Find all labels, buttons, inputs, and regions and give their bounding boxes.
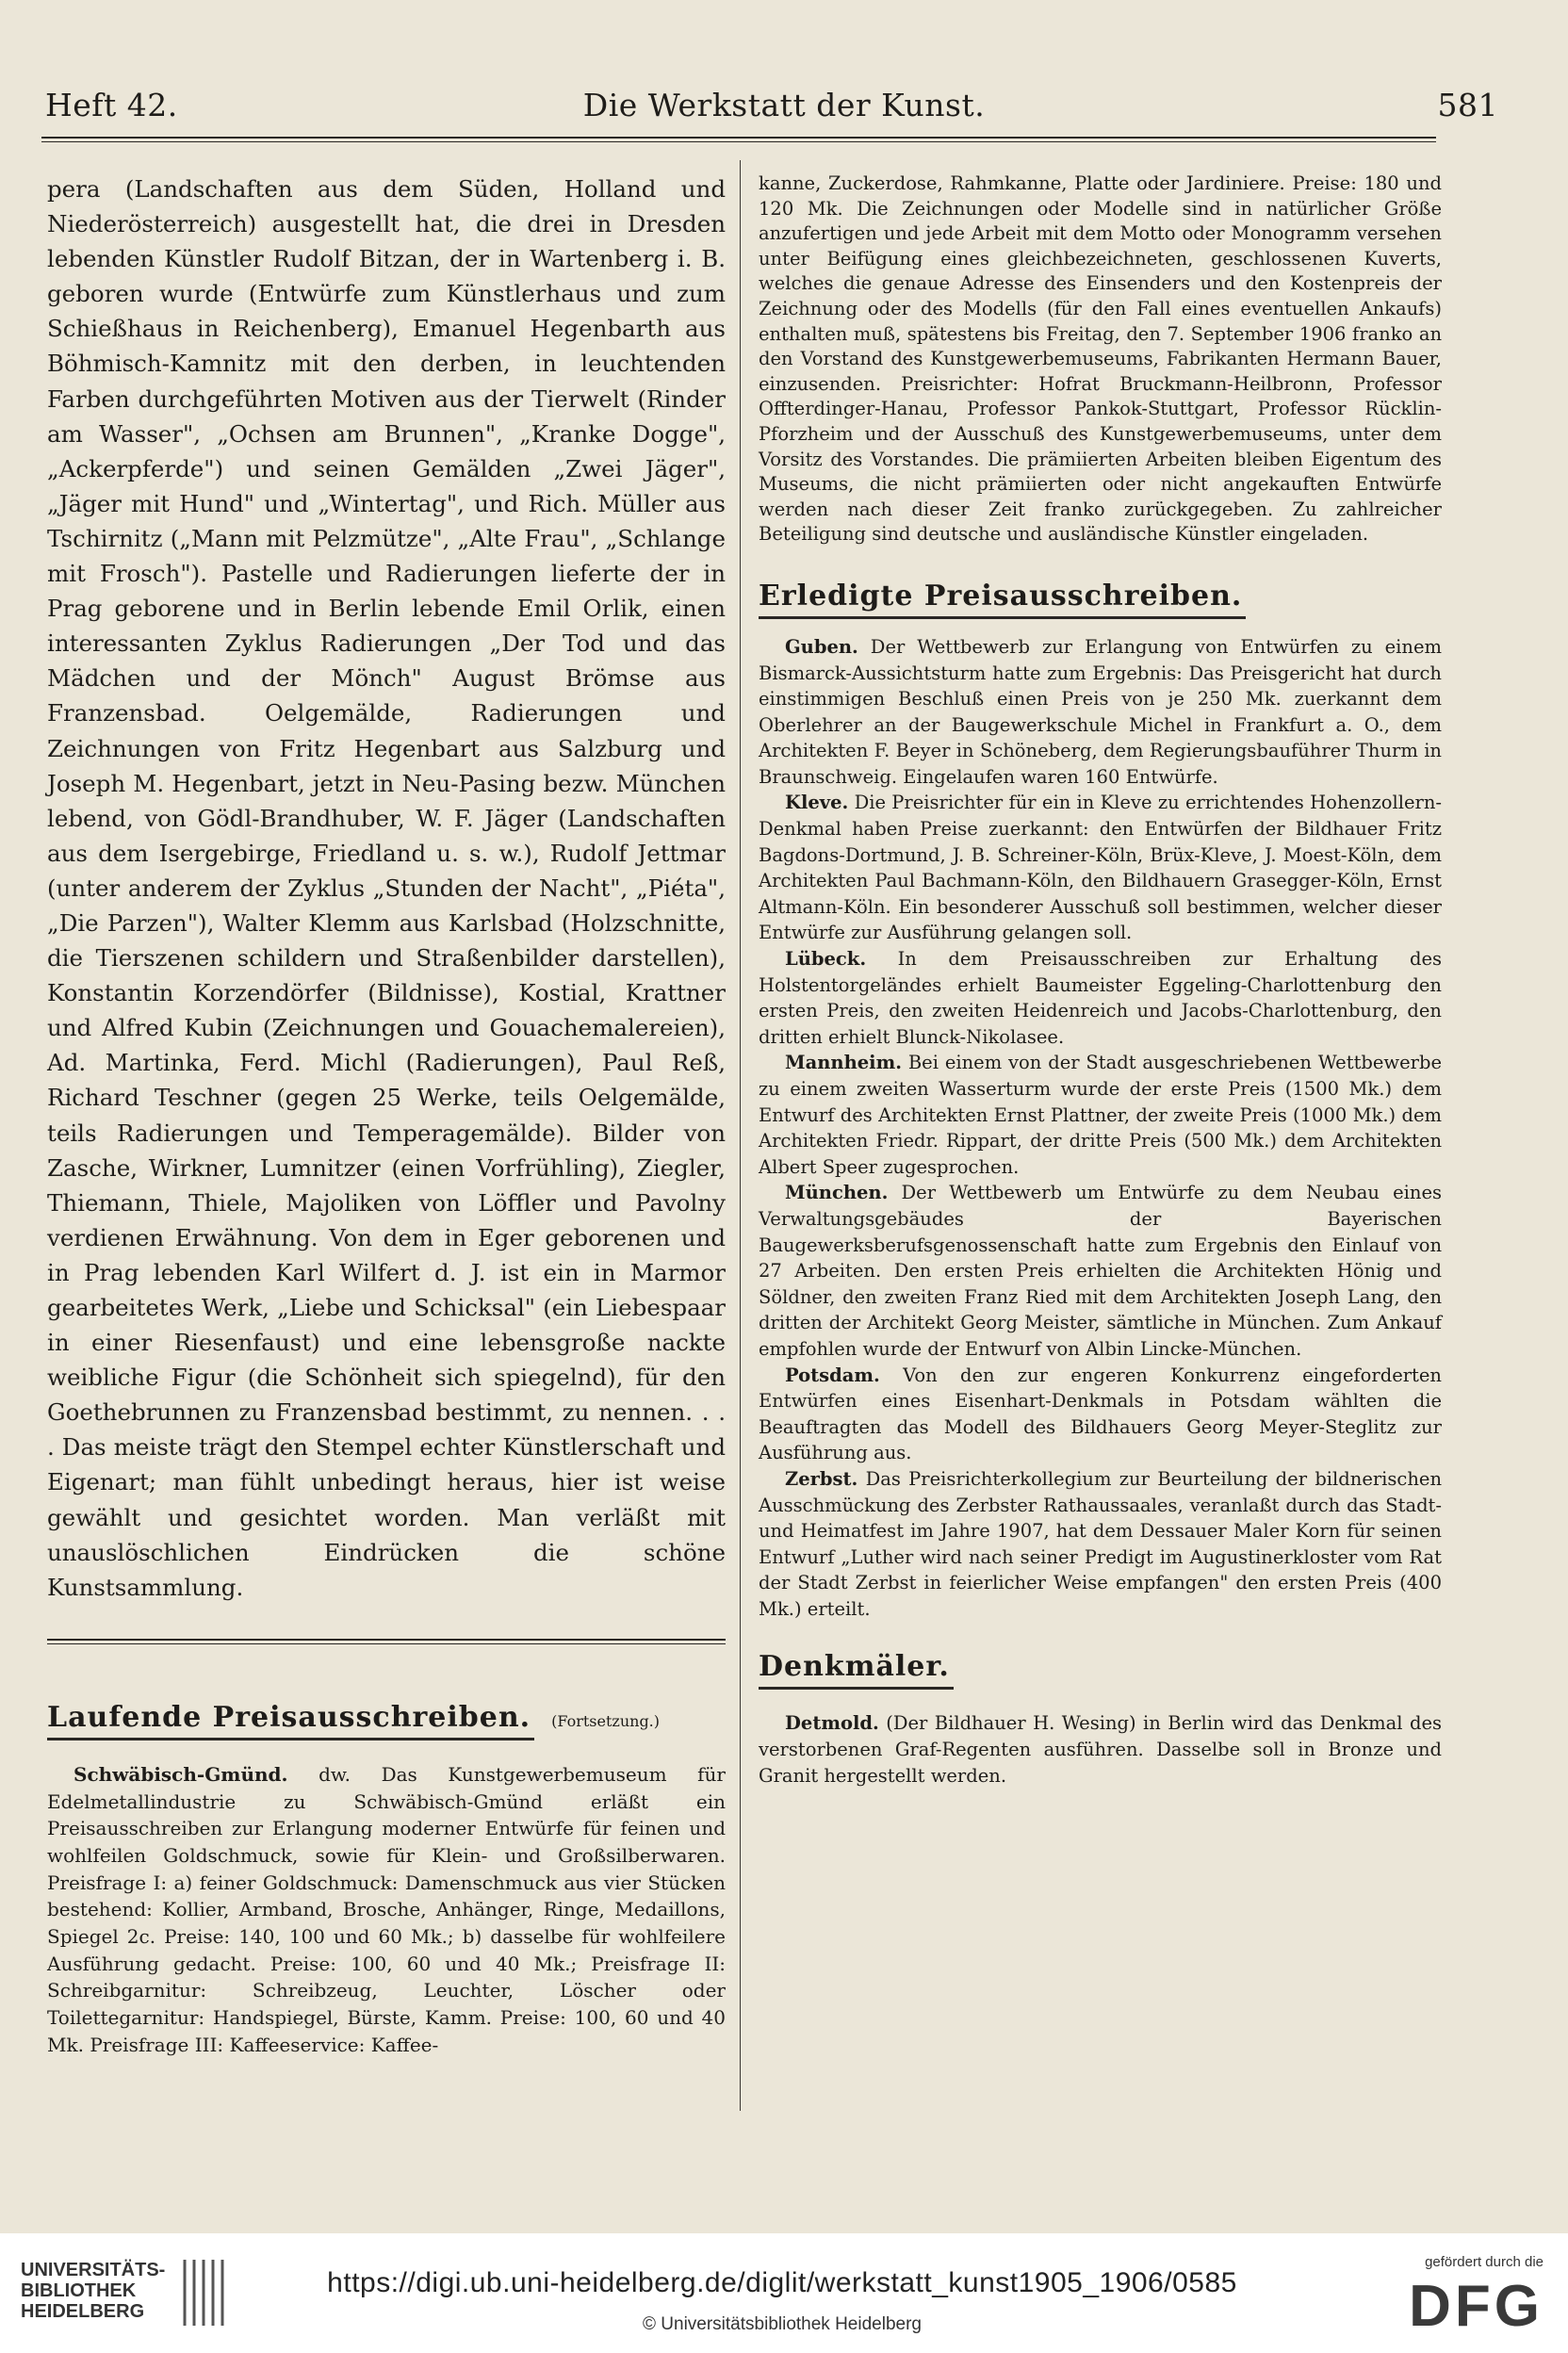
- column-divider: [740, 160, 741, 2111]
- library-name: UNIVERSITÄTS- BIBLIOTHEK HEIDELBERG: [21, 2260, 166, 2322]
- competition-result-entry: [759, 1466, 1442, 1623]
- competition-result-entry: [759, 1050, 1442, 1180]
- competition-result-entry: [759, 634, 1442, 791]
- monument-entry: [759, 1710, 1442, 1789]
- page-number: 581: [1437, 87, 1498, 123]
- entry-text: In dem Preisausschreiben zur Erhaltung des Holstentorgeländes erhielt Baumeister Eggeling-Charlottenburg den ersten Preis, den zweiten Heidenreich und Jacobs-Charlottenburg, den dritten erhielt Blunck-Nikolasee.: [759, 948, 1442, 1048]
- permalink-url[interactable]: https://digi.ub.uni-heidelberg.de/diglit/werkstatt_kunst1905_1906/0585: [327, 2267, 1237, 2298]
- competition-continuation: kanne, Zuckerdose, Rahmkanne, Platte oder Jardiniere. Preise: 180 und 120 Mk. Die Zeichnungen oder Modelle sind in natürlicher Größe anzufertigen und jede Arbeit mit dem Motto oder Monogramm versehen unter Beifügung eines gleichbezeichneten, geschlossenen Kuverts, welches die genaue Adresse des Einsenders und den Kostenpreis der Zeichnung oder des Modells (für den Fall eines eventuellen Ankaufs) enthalten muß, spätestens bis Freitag, den 7. September 1906 franko an den Vorstand des Kunstgewerbemuseums, Fabrikanten Hermann Bauer, einzusenden. Preisrichter: Hofrat Bruckmann-Heilbronn, Professor Offterdinger-Hanau, Professor Pankok-Stuttgart, Professor Rücklin-Pforzheim und der Ausschuß des Kunstgewerbemuseums, unter dem Vorsitz des Vorstandes. Die prämiierten Arbeiten bleiben Eigentum des Museums, die nicht prämiierten oder nicht angekauften Entwürfe werden nach dieser Zeit franko zurückgegeben. Zu zahlreicher Beteiligung sind deutsche und ausländische Künstler eingeladen.: [759, 172, 1442, 546]
- section-continued-note: (Fortsetzung.): [551, 1711, 661, 1730]
- monument-place: Detmold.: [785, 1712, 879, 1735]
- left-column: [47, 172, 726, 2059]
- entry-place: Lübeck.: [785, 948, 867, 971]
- entry-place: Guben.: [785, 635, 858, 658]
- competition-entry: [47, 1761, 726, 2059]
- competition-result-entry: [759, 1180, 1442, 1362]
- completed-entries: [759, 634, 1442, 1623]
- entry-place: Schwäbisch-Gmünd.: [74, 1762, 288, 1786]
- entry-place: Mannheim.: [785, 1052, 902, 1074]
- entry-place: Kleve.: [785, 792, 849, 814]
- digitization-footer: [0, 2233, 1568, 2353]
- library-logo-icon: [179, 2250, 236, 2335]
- competition-result-entry: [759, 1363, 1442, 1466]
- entry-text: Bei einem von der Stadt ausgeschriebenen Wettbewerbe zu einem zweiten Wasserturm wurde der erste Preis (1500 Mk.) dem Entwurf des Architekten Ernst Plattner, der zweite Preis (1000 Mk.) dem Architekten Friedr. Rippart, der dritte Preis (500 Mk.) dem Architekten Albert Speer zugesprochen.: [759, 1052, 1442, 1178]
- entry-text: Der Wettbewerb um Entwürfe zu dem Neubau eines Verwaltungsgebäudes der Bayerischen Baugewerksberufsgenossenschaft hatte zum Ergebnis den Einlauf von 27 Arbeiten. Den ersten Preis erhielten die Architekten Hönig und Söldner, den zweiten Franz Ried mit dem Architekten Joseph Lang, den dritten der Architekt Georg Meister, sämtliche in München. Zum Ankauf empfohlen wurde der Entwurf von Albin Lincke-München.: [759, 1182, 1442, 1360]
- section-title-monuments: Denkmäler.: [759, 1650, 954, 1690]
- entry-place: Potsdam.: [785, 1364, 880, 1386]
- entry-text: Die Preisrichter für ein in Kleve zu errichtendes Hohenzollern-Denkmal haben Preise zuerkannt: den Entwürfen der Bildhauer Fritz Bagdons-Dortmund, J. B. Schreiner-Köln, Brüx-Kleve, J. Moest-Köln, dem Architekten Paul Bachmann-Köln, den Bildhauern Grasegger-Köln, Ernst Altmann-Köln. Ein besonderer Ausschuß soll bestimmen, welcher dieser Entwürfe zur Ausführung gelangen soll.: [759, 792, 1442, 944]
- entry-place: München.: [785, 1182, 889, 1204]
- entry-text: dw. Das Kunstgewerbemuseum für Edelmetallindustrie zu Schwäbisch-Gmünd erläßt ein Preisausschreiben zur Erlangung moderner Entwürfe für feinen und wohlfeilen Goldschmuck, sowie für Klein- und Großsilberwaren. Preisfrage I: a) feiner Goldschmuck: Damenschmuck aus vier Stücken bestehend: Kollier, Armband, Brosche, Anhänger, Ringe, Medaillons, Spiegel 2c. Preise: 140, 100 und 60 Mk.; b) dasselbe für wohlfeilere Ausführung gedacht. Preise: 100, 60 und 40 Mk.; Preisfrage II: Schreibgarnitur: Schreibzeug, Leuchter, Löscher oder Toilettegarnitur: Handspiegel, Bürste, Kamm. Preise: 100, 60 und 40 Mk. Preisfrage III: Kaffeeservice: Kaffee-: [47, 1762, 726, 2056]
- section-title-ongoing-competitions: Laufende Preisausschreiben.: [47, 1701, 534, 1740]
- funding-note: gefördert durch die: [1425, 2254, 1544, 2270]
- entry-place: Zerbst.: [785, 1467, 858, 1490]
- monument-text: (Der Bildhauer H. Wesing) in Berlin wird das Denkmal des verstorbenen Graf-Regenten ausführen. Dasselbe soll in Bronze und Granit hergestellt werden.: [759, 1712, 1442, 1787]
- entry-text: Das Preisrichterkollegium zur Beurteilung der bildnerischen Ausschmückung des Zerbster Rathaussaales, veranlaßt durch das Stadt- und Heimatfest im Jahre 1907, hat dem Dessauer Maler Korn für seinen Entwurf „Luther wird nach seiner Predigt im Augustinerkloster vom Rat der Stadt Zerbst in feierlicher Weise empfangen" den ersten Preis (400 Mk.) erteilt.: [759, 1467, 1442, 1620]
- right-column: [759, 172, 1442, 1789]
- issue-number: Heft 42.: [45, 87, 178, 123]
- header-rule: [41, 137, 1436, 142]
- section-heading-ongoing: [47, 1701, 726, 1740]
- copyright-notice: © Universitätsbibliothek Heidelberg: [643, 2314, 922, 2334]
- competition-result-entry: [759, 790, 1442, 946]
- entry-text: Der Wettbewerb zur Erlangung von Entwürfen zu einem Bismarck-Aussichtsturm hatte zum Ergebnis: Das Preisgericht hat durch einstimmigen Beschluß einen Preis von je 250 Mk. zuerkannt dem Oberlehrer an der Baugewerkschule Michel in Frankfurt a. O., dem Architekten F. Beyer in Schöneberg, dem Regierungsbauführer Thurm in Braunschweig. Eingelaufen waren 160 Entwürfe.: [759, 635, 1442, 788]
- article-continuation: pera (Landschaften aus dem Süden, Holland und Niederösterreich) ausgestellt hat, die drei in Dresden lebenden Künstler Rudolf Bitzan, der in Wartenberg i. B. geboren wurde (Entwürfe zum Künstlerhaus und zum Schießhaus in Reichenberg), Emanuel Hegenbarth aus Böhmisch-Kamnitz mit den derben, in leuchtenden Farben durchgeführten Motiven aus der Tierwelt (Rinder am Wasser", „Ochsen am Brunnen", „Kranke Dogge", „Ackerpferde") und seinen Gemälden „Zwei Jäger", „Jäger mit Hund" und „Wintertag", und Rich. Müller aus Tschirnitz („Mann mit Pelzmütze", „Alte Frau", „Schlange mit Frosch"). Pastelle und Radierungen lieferte der in Prag geborene und in Berlin lebende Emil Orlik, einen interessanten Zyklus Radierungen „Der Tod und das Mädchen und der Mönch" August Brömse aus Franzensbad. Oelgemälde, Radierungen und Zeichnungen von Fritz Hegenbart aus Salzburg und Joseph M. Hegenbart, jetzt in Neu-Pasing bezw. München lebend, von Gödl-Brandhuber, W. F. Jäger (Landschaften aus dem Isergebirge, Friedland u. s. w.), Rudolf Jettmar (unter anderem der Zyklus „Stunden der Nacht", „Piéta", „Die Parzen"), Walter Klemm aus Karlsbad (Holzschnitte, die Tierszenen schildern und Straßenbilder darstellen), Konstantin Korzendörfer (Bildnisse), Kostial, Krattner und Alfred Kubin (Zeichnungen und Gouachemalereien), Ad. Martinka, Ferd. Michl (Radierungen), Paul Reß, Richard Teschner (gegen 25 Werke, teils Oelgemälde, teils Radierungen und Temperagemälde). Bilder von Zasche, Wirkner, Lumnitzer (einen Vorfrühling), Ziegler, Thiemann, Thiele, Majoliken von Löffler und Pavolny verdienen Erwähnung. Von dem in Eger geborenen und in Prag lebenden Karl Wilfert d. J. ist ein in Marmor gearbeitetes Werk, „Liebe und Schicksal" (ein Liebespaar in einer Riesenfaust) und eine lebensgroße nackte weibliche Figur (die Schönheit sich spiegelnd), für den Goethebrunnen zu Franzensbad bestimmt, zu nennen. . . . Das meiste trägt den Stempel echter Künstlerschaft und Eigenart; man fühlt unbedingt heraus, hier ist weise gewählt und gesichtet worden. Man verläßt mit unauslöschlichen Eindrücken die schöne Kunstsammlung.: [47, 175, 726, 1601]
- entry-text: Von den zur engeren Konkurrenz eingeforderten Entwürfen eines Eisenhart-Denkmals in Potsdam wählten die Beauftragten das Modell des Bildhauers Georg Meyer-Steglitz zur Ausführung aus.: [759, 1364, 1442, 1464]
- competition-result-entry: [759, 946, 1442, 1050]
- journal-title: Die Werkstatt der Kunst.: [582, 87, 986, 123]
- section-title-completed-competitions: Erledigte Preisausschreiben.: [759, 580, 1246, 619]
- dfg-logo: DFG: [1409, 2274, 1544, 2339]
